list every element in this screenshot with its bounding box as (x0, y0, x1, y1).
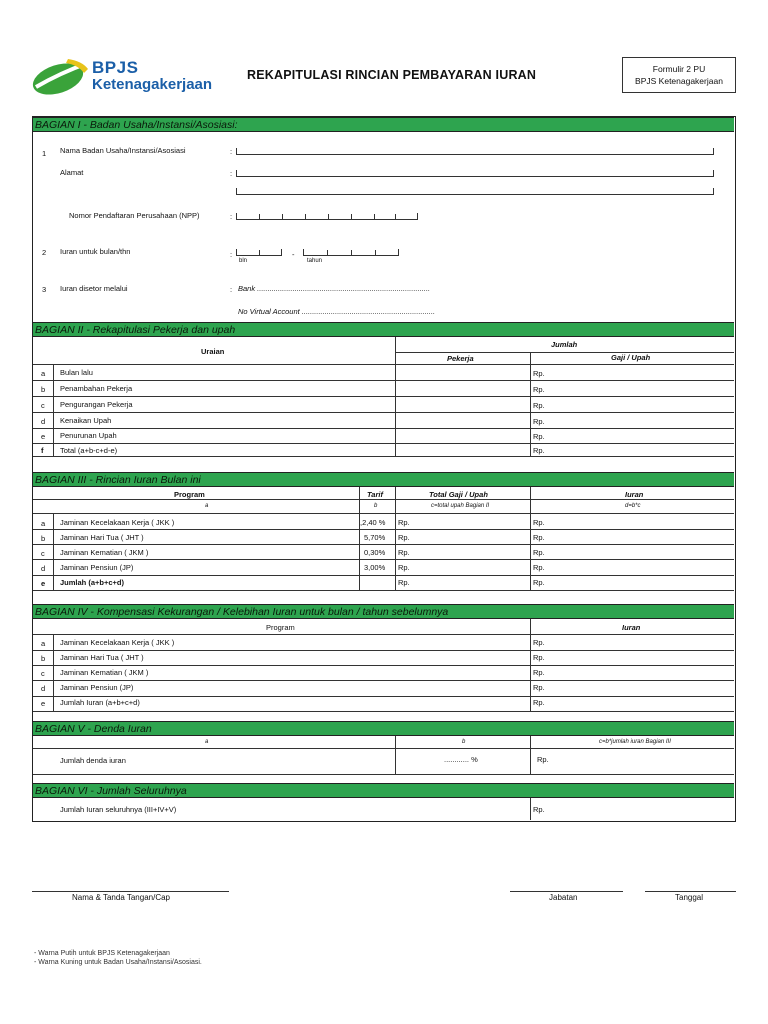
row-tarif: 3,00% (364, 563, 386, 572)
note-putih: - Warna Putih untuk BPJS Ketenagakerjaan (34, 950, 170, 957)
col-program: Program (174, 490, 205, 499)
label-disetor-melalui: Iuran disetor melalui (60, 284, 128, 293)
label-jumlah-seluruhnya: Jumlah Iuran seluruhnya (III+IV+V) (60, 805, 177, 814)
row-rp[interactable]: Rp. (533, 698, 545, 707)
row-rp[interactable]: Rp. (533, 369, 545, 378)
col-total-gaji: Total Gaji / Upah (429, 490, 488, 499)
sub-b: b (374, 503, 378, 509)
row-rp-total[interactable]: Rp. (398, 533, 410, 542)
brand-name: BPJS (92, 58, 139, 77)
signature-label: Nama & Tanda Tangan/Cap (72, 893, 170, 902)
row-rp[interactable]: Rp. (533, 401, 545, 410)
col-pekerja: Pekerja (447, 354, 474, 363)
row-rp-total[interactable]: Rp. (398, 578, 410, 587)
row-key: f (41, 446, 44, 455)
row-tarif: 0,30% (364, 548, 386, 557)
row-key: a (41, 519, 46, 528)
row-label: Jaminan Kecelakaan Kerja ( JKK ) (60, 638, 175, 647)
row-label: Total (a+b-c+d-e) (60, 446, 118, 455)
tanggal-label: Tanggal (675, 893, 704, 902)
row-key: d (41, 684, 46, 693)
section-6-divider (530, 798, 531, 820)
label-bln: bln (239, 258, 248, 264)
row-tarif: 5,70% (364, 533, 386, 542)
row-label: Jaminan Hari Tua ( JHT ) (60, 653, 144, 662)
row-rp-iuran[interactable]: Rp. (533, 518, 545, 527)
row-label: Penambahan Pekerja (60, 384, 133, 393)
row-key: c (41, 549, 45, 558)
row-key: b (41, 654, 46, 663)
row-rp[interactable]: Rp. (533, 653, 545, 662)
label-npp: Nomor Pendaftaran Perusahaan (NPP) (69, 211, 200, 220)
section-3-header: BAGIAN III - Rincian Iuran Bulan ini (33, 472, 734, 487)
denda-rp-field[interactable]: Rp. (537, 755, 549, 764)
row-key: e (41, 579, 46, 588)
col-uraian: Uraian (201, 347, 225, 356)
sub-c: c=total upah Bagian II (431, 503, 490, 509)
row-rp-total[interactable]: Rp. (398, 563, 410, 572)
sub-a: a (205, 503, 209, 509)
colon: : (230, 212, 233, 221)
row-rp-iuran[interactable]: Rp. (533, 578, 545, 587)
item-number-2: 2 (42, 248, 47, 257)
col-a: a (205, 739, 209, 745)
colon: : (230, 169, 233, 178)
row-label: Jumlah (a+b+c+d) (60, 578, 124, 587)
row-key: d (41, 564, 46, 573)
row-rp[interactable]: Rp. (533, 432, 545, 441)
item-number-1: 1 (42, 149, 47, 158)
colon: : (230, 147, 233, 156)
label-denda: Jumlah denda iuran (60, 756, 126, 765)
label-nama-badan-usaha: Nama Badan Usaha/Instansi/Asosiasi (60, 146, 186, 155)
row-rp[interactable]: Rp. (533, 668, 545, 677)
row-rp[interactable]: Rp. (533, 417, 545, 426)
bank-field[interactable]: Bank ................................................................................... (238, 284, 431, 293)
row-label: Kenaikan Upah (60, 416, 112, 425)
section-6-header: BAGIAN VI - Jumlah Seluruhnya (33, 783, 734, 798)
document-title: REKAPITULASI RINCIAN PEMBAYARAN IURAN (247, 68, 537, 82)
section-1-header: BAGIAN I - Badan Usaha/Instansi/Asosiasi: (33, 117, 734, 132)
col-tarif: Tarif (367, 490, 383, 499)
dash: - (292, 250, 295, 259)
col-gaji-upah: Gaji / Upah (611, 353, 651, 362)
form-container (32, 116, 736, 822)
row-rp-iuran[interactable]: Rp. (533, 563, 545, 572)
row-label: Jaminan Kecelakaan Kerja ( JKK ) (60, 518, 175, 527)
row-key: c (41, 401, 45, 410)
row-label: Jaminan Pensiun (JP) (60, 683, 134, 692)
row-tarif: ,2,40 % (360, 518, 386, 527)
item-number-3: 3 (42, 285, 47, 294)
label-iuran-bulan: Iuran untuk bulan/thn (60, 247, 131, 256)
row-key: a (41, 369, 46, 378)
row-key: e (41, 432, 46, 441)
section-4-header: BAGIAN IV - Kompensasi Kekurangan / Kelebihan Iuran untuk bulan / tahun sebelumnya (33, 604, 734, 619)
row-label: Bulan lalu (60, 368, 93, 377)
row-rp[interactable]: Rp. (533, 446, 545, 455)
col-b: b (462, 739, 466, 745)
row-label: Jumlah Iuran (a+b+c+d) (60, 698, 140, 707)
row-label: Jaminan Pensiun (JP) (60, 563, 134, 572)
row-label: Jaminan Kematian ( JKM ) (60, 548, 149, 557)
row-label: Pengurangan Pekerja (60, 400, 133, 409)
form-code: Formulir 2 PU (652, 64, 706, 74)
colon: : (230, 250, 233, 259)
row-rp[interactable]: Rp. (533, 683, 545, 692)
section-2-header: BAGIAN II - Rekapitulasi Pekerja dan upah (33, 322, 734, 337)
col-jumlah: Jumlah (551, 340, 578, 349)
form-code-box (622, 57, 736, 93)
section-5-header: BAGIAN V - Denda Iuran (33, 721, 734, 736)
sub-d: d=b*c (625, 503, 641, 509)
row-label: Jaminan Kematian ( JKM ) (60, 668, 149, 677)
row-key: d (41, 417, 46, 426)
jabatan-label: Jabatan (549, 893, 578, 902)
row-label: Penurunan Upah (60, 431, 117, 440)
col-c: c=b*jumlah iuran Bagian III (599, 739, 671, 745)
col-iuran: Iuran (622, 623, 641, 632)
signature-line[interactable] (32, 891, 229, 892)
form-org: BPJS Ketenagakerjaan (635, 76, 723, 86)
colon: : (230, 285, 233, 294)
brand-subtitle: Ketenagakerjaan (92, 76, 213, 93)
row-rp-iuran[interactable]: Rp. (533, 548, 545, 557)
note-kuning: - Warna Kuning untuk Badan Usaha/Instansi/Asosiasi. (34, 959, 202, 966)
row-rp-total[interactable]: Rp. (398, 548, 410, 557)
label-tahun: tahun (307, 258, 323, 264)
row-key: a (41, 639, 46, 648)
label-alamat: Alamat (60, 168, 84, 177)
row-label: Jaminan Hari Tua ( JHT ) (60, 533, 144, 542)
jabatan-line[interactable] (510, 891, 623, 892)
row-key: b (41, 385, 46, 394)
row-rp-iuran[interactable]: Rp. (533, 533, 545, 542)
virtual-account-field[interactable]: No Virtual Account ................................................................ (238, 307, 436, 316)
row-rp-total[interactable]: Rp. (398, 518, 410, 527)
row-rp[interactable]: Rp. (533, 638, 545, 647)
total-rp-field[interactable]: Rp. (533, 805, 545, 814)
row-rp[interactable]: Rp. (533, 385, 545, 394)
tanggal-line[interactable] (645, 891, 736, 892)
row-key: e (41, 699, 46, 708)
row-key: b (41, 534, 46, 543)
col-program: Program (266, 623, 295, 632)
col-iuran: Iuran (625, 490, 644, 499)
row-key: c (41, 669, 45, 678)
denda-percent-field[interactable]: ............ % (444, 755, 478, 764)
